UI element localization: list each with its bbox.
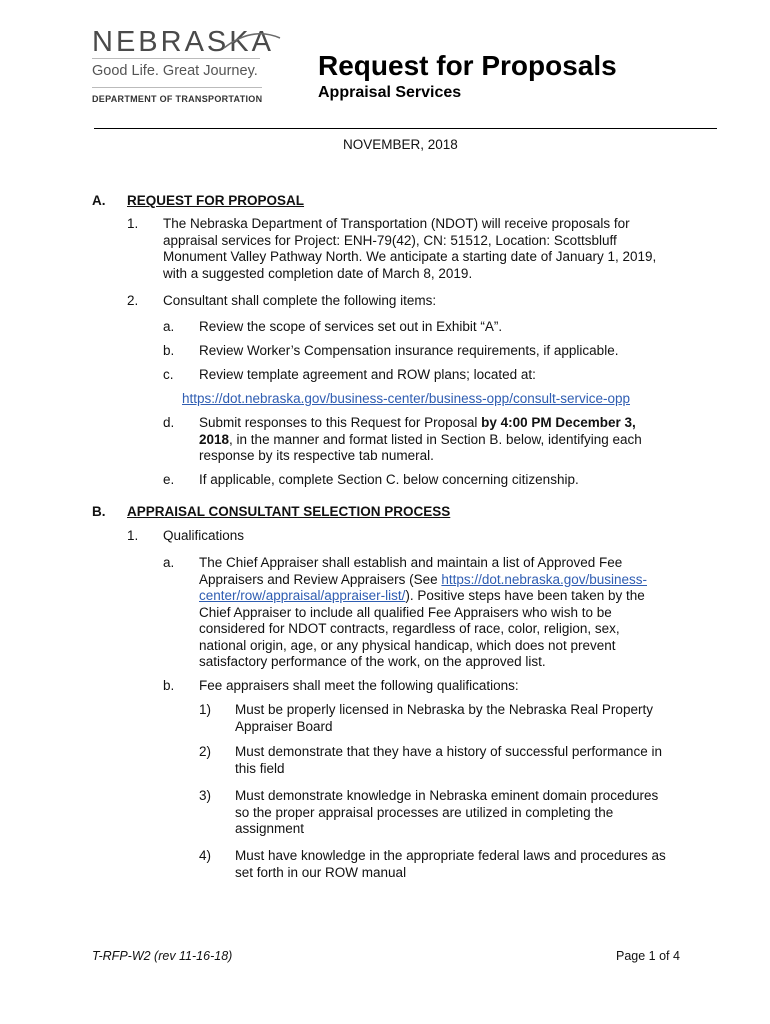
logo-department: DEPARTMENT OF TRANSPORTATION bbox=[92, 94, 263, 104]
b1a-line: considered for NDOT contracts, regardless of race, color, religion, sex, bbox=[199, 621, 620, 636]
a2e-text: If applicable, complete Section C. below concerning citizenship. bbox=[199, 472, 579, 487]
qual-line: assignment bbox=[235, 821, 305, 836]
logo-divider bbox=[92, 58, 260, 59]
document-date: NOVEMBER, 2018 bbox=[343, 137, 458, 152]
page-number: Page 1 of 4 bbox=[616, 949, 680, 963]
b1a-paragraph bbox=[199, 555, 719, 671]
logo-divider-2 bbox=[92, 87, 262, 88]
a2d-deadline-year: 2018 bbox=[199, 431, 230, 447]
a2a-letter: a. bbox=[163, 319, 175, 334]
a2d-pre: Submit responses to this Request for Proposal bbox=[199, 415, 482, 430]
section-b-heading: APPRAISAL CONSULTANT SELECTION PROCESS bbox=[127, 504, 451, 519]
qual-1 bbox=[235, 702, 715, 735]
qual-line: so the proper appraisal processes are utilized in completing the bbox=[235, 804, 614, 820]
b1-text: Qualifications bbox=[163, 528, 245, 543]
logo-wordmark: NEBRASKA bbox=[92, 26, 274, 58]
qual-line: Must be properly licensed in Nebraska by the Nebraska Real Property bbox=[235, 702, 653, 717]
qual-4 bbox=[235, 848, 715, 881]
b1b-text: Fee appraisers shall meet the following qualifications: bbox=[199, 678, 519, 693]
a1-number: 1. bbox=[127, 216, 139, 231]
b1b-letter: b. bbox=[163, 678, 175, 693]
consult-service-link[interactable]: https://dot.nebraska.gov/business-center/business-opp/consult-service-opp bbox=[182, 391, 630, 406]
a1-line: appraisal services for Project: ENH-79(42), CN: 51512, Location: Scottsbluff bbox=[163, 232, 617, 248]
b1a-line: national origin, age, or any physical handicap, which does not prevent bbox=[199, 637, 616, 653]
qual-line: this field bbox=[235, 760, 285, 776]
a2b-text: Review Worker’s Compensation insurance requirements, if applicable. bbox=[199, 343, 619, 358]
page-subtitle: Appraisal Services bbox=[318, 84, 462, 101]
a1-line: The Nebraska Department of Transportation (NDOT) will receive proposals for bbox=[163, 216, 630, 231]
a2d-deadline: by 4:00 PM December 3, bbox=[481, 415, 636, 430]
a2-text: Consultant shall complete the following items: bbox=[163, 293, 437, 308]
b1a-line: satisfactory performance of the work, on the approved list. bbox=[199, 654, 546, 669]
logo-swoosh-icon bbox=[222, 24, 282, 52]
a2e-letter: e. bbox=[163, 472, 175, 487]
qual-line: Must demonstrate knowledge in Nebraska eminent domain procedures bbox=[235, 788, 659, 803]
section-a-heading: REQUEST FOR PROPOSAL bbox=[127, 193, 305, 208]
qual-3-number: 3) bbox=[199, 788, 212, 803]
a1-line: Monument Valley Pathway North. We anticipate a starting date of January 1, 2019, bbox=[163, 249, 657, 264]
qual-2 bbox=[235, 744, 715, 777]
section-b-letter: B. bbox=[92, 504, 106, 519]
logo-tagline: Good Life. Great Journey. bbox=[92, 63, 258, 79]
b1a-line2-pre: Appraisers and Review Appraisers (See bbox=[199, 571, 442, 587]
qual-line: Must have knowledge in the appropriate federal laws and procedures as bbox=[235, 848, 666, 863]
a2c-letter: c. bbox=[163, 367, 174, 382]
qual-line: Must demonstrate that they have a history of successful performance in bbox=[235, 744, 662, 759]
a1-line: with a suggested completion date of March 8, 2019. bbox=[163, 265, 473, 281]
qual-line: set forth in our ROW manual bbox=[235, 864, 407, 880]
a2a-text: Review the scope of services set out in Exhibit “A”. bbox=[199, 319, 503, 334]
qual-4-number: 4) bbox=[199, 848, 212, 863]
a2d-letter: d. bbox=[163, 415, 175, 430]
qual-line: Appraiser Board bbox=[235, 718, 333, 734]
appraiser-list-link-part1[interactable]: https://dot.nebraska.gov/business- bbox=[441, 571, 647, 587]
b1-number: 1. bbox=[127, 528, 139, 543]
b1a-line: Chief Appraiser to include all qualified Fee Appraisers who wish to be bbox=[199, 604, 612, 620]
qual-1-number: 1) bbox=[199, 702, 212, 717]
a2c-text: Review template agreement and ROW plans; located at: bbox=[199, 367, 536, 382]
header-rule bbox=[94, 128, 717, 129]
a1-paragraph bbox=[163, 216, 723, 282]
a2d-paragraph bbox=[199, 415, 719, 465]
b1a-letter: a. bbox=[163, 555, 175, 570]
b1a-line: The Chief Appraiser shall establish and maintain a list of Approved Fee bbox=[199, 555, 623, 570]
form-id: T-RFP-W2 (rev 11-16-18) bbox=[92, 949, 233, 963]
qual-3 bbox=[235, 788, 715, 838]
a2b-letter: b. bbox=[163, 343, 175, 358]
a2d-line3: response by its respective tab numeral. bbox=[199, 448, 434, 463]
a2-number: 2. bbox=[127, 293, 139, 308]
appraiser-list-link-part2[interactable]: center/row/appraisal/appraiser-list/ bbox=[199, 588, 406, 603]
a2d-post: , in the manner and format listed in Section B. below, identifying each bbox=[229, 431, 642, 447]
qual-2-number: 2) bbox=[199, 744, 212, 759]
page-title: Request for Proposals bbox=[318, 50, 617, 81]
section-a-letter: A. bbox=[92, 193, 106, 208]
b1a-line3-post: ). Positive steps have been taken by the bbox=[405, 588, 645, 603]
